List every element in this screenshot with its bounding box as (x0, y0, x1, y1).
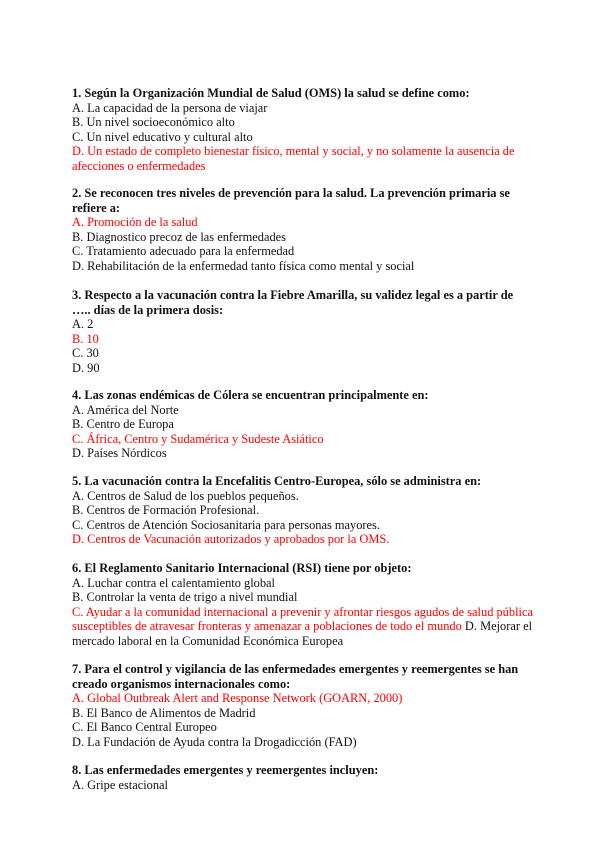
option-b: B. Centros de Formación Profesional. (72, 503, 260, 518)
option-b: B. Centro de Europa (72, 417, 174, 432)
question-title: 6. El Reglamento Sanitario Internacional (RSI) tiene por objeto: (72, 561, 412, 575)
option-b: B. El Banco de Alimentos de Madrid (72, 705, 256, 720)
option-d: D. Rehabilitación de la enfermedad tanto física como mental y social (72, 258, 415, 273)
option-c: C. Tratamiento adecuado para la enfermedad (72, 244, 295, 259)
option-a-correct: A. Global Outbreak Alert and Response Network (GOARN, 2000) (72, 691, 403, 706)
option-b: B. Un nivel socioeconómico alto (72, 115, 235, 130)
question-title: 7. Para el control y vigilancia de las enfermedades emergentes y reemergentes se han creado organismos internacionales como: (72, 662, 519, 691)
question-1 (72, 86, 534, 174)
option-a: A. 2 (72, 317, 94, 332)
question-5 (72, 474, 534, 547)
option-b: B. Controlar la venta de trigo a nivel mundial (72, 590, 298, 605)
option-c: C. Un nivel educativo y cultural alto (72, 129, 253, 144)
option-a: A. Centros de Salud de los pueblos pequeños. (72, 488, 299, 503)
question-title: 8. Las enfermedades emergentes y reemergentes incluyen: (72, 763, 379, 777)
question-title: 1. Según la Organización Mundial de Salud (OMS) la salud se define como: (72, 86, 470, 100)
question-4 (72, 388, 534, 461)
option-c-correct: C. África, Centro y Sudamérica y Sudeste Asiático (72, 431, 324, 446)
option-d: D. La Fundación de Ayuda contra la Drogadicción (FAD) (72, 734, 357, 749)
option-c: C. El Banco Central Europeo (72, 720, 217, 735)
question-title: 2. Se reconocen tres niveles de prevención para la salud. La prevención primaria se refiere a: (72, 186, 510, 215)
question-2 (72, 186, 534, 274)
option-c: C. Centros de Atención Sociosanitaria para personas mayores. (72, 517, 380, 532)
question-title: 4. Las zonas endémicas de Cólera se encuentran principalmente en: (72, 388, 429, 402)
question-6 (72, 561, 534, 649)
option-b: B. Diagnostico precoz de las enfermedades (72, 229, 286, 244)
option-a: A. América del Norte (72, 402, 179, 417)
option-a: A. La capacidad de la persona de viajar (72, 100, 268, 115)
option-d: D. 90 (72, 360, 100, 375)
option-a: A. Luchar contra el calentamiento global (72, 575, 275, 590)
option-a-correct: A. Promoción de la salud (72, 215, 198, 230)
option-c-correct: C. Ayudar a la comunidad internacional a prevenir y afrontar riesgos agudos de salud pública susceptibles de atravesar fronteras y amenazar a poblaciones de todo el mundo (72, 604, 533, 634)
option-c: C. 30 (72, 346, 99, 361)
question-8 (72, 763, 534, 792)
question-title: 5. La vacunación contra la Encefalitis Centro-Europea, sólo se administra en: (72, 474, 482, 488)
option-b-correct: B. 10 (72, 331, 99, 346)
option-a: A. Gripe estacional (72, 777, 168, 792)
question-7 (72, 662, 534, 750)
option-d-correct: D. Un estado de completo bienestar físico, mental y social, y no solamente la ausencia de afecciones o enfermedades (72, 144, 515, 173)
option-d: D. Países Nórdicos (72, 446, 167, 461)
option-d-correct: D. Centros de Vacunación autorizados y aprobados por la OMS. (72, 532, 390, 547)
option-d: D. Mejorar el mercado laboral en la Comunidad Económica Europea (72, 619, 533, 648)
question-3 (72, 288, 534, 376)
question-title: 3. Respecto a la vacunación contra la Fiebre Amarilla, su validez legal es a partir de ….. días de la primera dosis: (72, 288, 514, 317)
